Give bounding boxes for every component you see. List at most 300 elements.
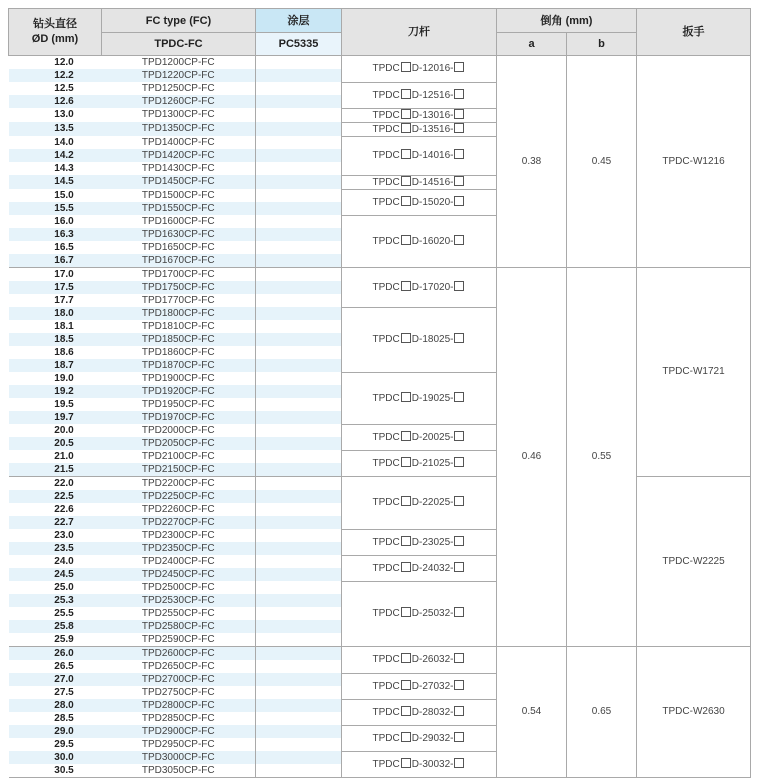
table-body	[9, 56, 751, 778]
placeholder-box-icon	[401, 536, 411, 546]
holder-suffix: D-20025-	[411, 431, 454, 443]
fc-code-cell: TPD2250CP-FC	[102, 490, 256, 503]
coating-cell	[256, 555, 342, 568]
placeholder-box-icon	[454, 149, 464, 159]
placeholder-box-icon	[454, 758, 464, 768]
holder-prefix: TPDC	[372, 392, 400, 404]
coating-cell	[256, 633, 342, 647]
holder-suffix: D-15020-	[411, 196, 454, 208]
holder-suffix: D-13016-	[411, 109, 454, 121]
placeholder-box-icon	[454, 680, 464, 690]
coating-cell	[256, 437, 342, 450]
diameter-cell: 26.0	[9, 647, 102, 661]
placeholder-box-icon	[454, 109, 464, 119]
diameter-cell: 19.0	[54, 372, 74, 384]
diameter-cell: 12.0	[9, 56, 102, 70]
coating-cell	[256, 411, 342, 424]
fc-code-cell: TPD2500CP-FC	[141, 581, 215, 593]
diameter-cell: 18.1	[54, 320, 74, 332]
holder-prefix: TPDC	[372, 176, 400, 188]
coating-cell	[256, 108, 342, 122]
header-fc-code: TPDC-FC	[102, 33, 256, 56]
chamfer-a-cell: 0.38	[497, 56, 567, 268]
wrench-cell: TPDC-W1721	[637, 268, 751, 477]
diameter-cell: 13.5	[9, 122, 102, 136]
placeholder-box-icon	[454, 536, 464, 546]
fc-code-cell: TPD1770CP-FC	[141, 294, 215, 306]
fc-code-cell: TPD1970CP-FC	[102, 411, 256, 424]
diameter-cell: 23.5	[9, 542, 102, 555]
holder-prefix: TPDC	[372, 562, 400, 574]
coating-cell	[256, 542, 342, 555]
diameter-cell: 17.0	[9, 268, 102, 282]
header-wrench: 扳手	[637, 9, 751, 56]
coating-cell	[256, 398, 342, 411]
holder-prefix: TPDC	[372, 758, 400, 770]
coating-cell	[256, 385, 342, 398]
fc-code-cell: TPD1420CP-FC	[102, 149, 256, 162]
holder-prefix: TPDC	[372, 281, 400, 293]
holder-cell	[342, 136, 497, 175]
holder-cell	[342, 725, 497, 751]
holder-cell	[342, 56, 497, 83]
fc-code-cell: TPD2150CP-FC	[102, 463, 256, 477]
coating-cell	[256, 463, 342, 477]
diameter-cell: 22.5	[9, 490, 102, 503]
wrench-cell: TPDC-W2225	[637, 477, 751, 647]
diameter-cell: 25.0	[54, 581, 74, 593]
placeholder-box-icon	[401, 732, 411, 742]
holder-suffix: D-28032-	[411, 706, 454, 718]
header-chamfer: 倒角 (mm)	[497, 9, 637, 33]
fc-code-cell: TPD1220CP-FC	[102, 69, 256, 82]
header-holder: 刀杆	[342, 9, 497, 56]
header-coating-code: PC5335	[256, 33, 342, 56]
wrench-cell: TPDC-W2630	[637, 647, 751, 778]
coating-cell	[256, 712, 342, 725]
fc-code-cell: TPD2650CP-FC	[141, 660, 215, 672]
table-header	[9, 9, 751, 56]
holder-cell	[342, 424, 497, 450]
fc-code-cell: TPD1350CP-FC	[102, 122, 256, 136]
holder-cell	[342, 647, 497, 674]
diameter-cell: 12.5	[54, 82, 74, 94]
fc-code-cell: TPD1670CP-FC	[102, 254, 256, 268]
fc-code-cell: TPD1650CP-FC	[141, 241, 215, 253]
placeholder-box-icon	[454, 562, 464, 572]
holder-suffix: D-14016-	[411, 150, 454, 161]
diameter-cell: 25.9	[54, 633, 74, 645]
fc-code-cell: TPD1300CP-FC	[141, 109, 215, 120]
coating-cell	[256, 149, 342, 162]
fc-code-cell: TPD1250CP-FC	[141, 82, 215, 94]
holder-prefix: TPDC	[372, 89, 400, 101]
chamfer-b-cell: 0.65	[567, 647, 637, 778]
coating-cell	[256, 346, 342, 359]
holder-suffix: D-18025-	[411, 334, 454, 345]
placeholder-box-icon	[454, 732, 464, 742]
fc-code-cell: TPD1900CP-FC	[141, 372, 215, 384]
fc-code-cell: TPD1750CP-FC	[102, 281, 256, 294]
diameter-cell: 25.3	[9, 594, 102, 607]
fc-code-cell: TPD2700CP-FC	[102, 673, 256, 686]
diameter-cell: 29.0	[9, 725, 102, 738]
fc-code-cell: TPD1500CP-FC	[141, 189, 215, 201]
placeholder-box-icon	[454, 235, 464, 245]
holder-suffix: D-22025-	[411, 497, 454, 509]
coating-cell	[256, 95, 342, 108]
coating-cell	[256, 660, 342, 673]
diameter-cell: 15.0	[54, 189, 74, 201]
diameter-cell: 30.0	[9, 751, 102, 764]
wrench-cell: TPDC-W1216	[637, 56, 751, 268]
table-row	[9, 268, 751, 282]
holder-prefix: TPDC	[372, 497, 400, 509]
placeholder-box-icon	[454, 62, 464, 72]
holder-suffix: D-12516-	[411, 89, 454, 101]
chamfer-a-cell: 0.54	[497, 647, 567, 778]
coating-cell	[256, 568, 342, 581]
holder-prefix: TPDC	[372, 150, 400, 161]
holder-cell	[342, 751, 497, 778]
fc-code-cell: TPD1860CP-FC	[141, 346, 215, 358]
fc-code-cell: TPD1700CP-FC	[102, 268, 256, 282]
diameter-cell: 14.0	[54, 136, 74, 148]
holder-cell	[342, 673, 497, 699]
coating-cell	[256, 686, 342, 699]
coating-cell	[256, 490, 342, 503]
coating-cell	[256, 254, 342, 268]
placeholder-box-icon	[401, 196, 411, 206]
fc-code-cell: TPD1200CP-FC	[102, 56, 256, 70]
holder-prefix: TPDC	[372, 63, 400, 75]
diameter-cell: 15.5	[9, 202, 102, 215]
holder-prefix: TPDC	[372, 654, 400, 666]
placeholder-box-icon	[401, 680, 411, 690]
coating-cell	[256, 82, 342, 95]
table-row	[9, 647, 751, 661]
fc-code-cell: TPD2850CP-FC	[141, 712, 215, 724]
diameter-cell: 29.5	[54, 738, 74, 750]
placeholder-box-icon	[454, 392, 464, 402]
coating-cell	[256, 450, 342, 463]
coating-cell	[256, 594, 342, 607]
fc-code-cell: TPD1550CP-FC	[102, 202, 256, 215]
diameter-cell: 25.5	[54, 607, 74, 619]
chamfer-b-cell: 0.45	[567, 56, 637, 268]
table-row	[9, 477, 751, 491]
coating-cell	[256, 162, 342, 175]
diameter-cell: 21.5	[9, 463, 102, 477]
holder-cell	[342, 215, 497, 268]
diameter-cell: 28.0	[9, 699, 102, 712]
holder-cell	[342, 268, 497, 308]
holder-prefix: TPDC	[372, 235, 400, 247]
fc-code-cell: TPD2590CP-FC	[141, 633, 215, 645]
placeholder-box-icon	[454, 333, 464, 343]
placeholder-box-icon	[454, 607, 464, 617]
placeholder-box-icon	[454, 196, 464, 206]
coating-cell	[256, 372, 342, 385]
fc-code-cell: TPD1850CP-FC	[102, 333, 256, 346]
coating-cell	[256, 607, 342, 620]
placeholder-box-icon	[401, 392, 411, 402]
diameter-cell: 25.8	[9, 620, 102, 633]
coating-cell	[256, 620, 342, 633]
fc-code-cell: TPD1430CP-FC	[141, 162, 215, 174]
fc-code-cell: TPD1800CP-FC	[102, 307, 256, 320]
holder-cell	[342, 175, 497, 189]
diameter-cell: 22.7	[9, 516, 102, 529]
coating-cell	[256, 359, 342, 372]
coating-cell	[256, 673, 342, 686]
placeholder-box-icon	[454, 653, 464, 663]
diameter-cell: 20.5	[9, 437, 102, 450]
placeholder-box-icon	[401, 149, 411, 159]
coating-cell	[256, 477, 342, 491]
fc-code-cell: TPD2450CP-FC	[102, 568, 256, 581]
holder-suffix: D-16020-	[411, 235, 454, 247]
diameter-cell: 20.0	[54, 424, 74, 436]
diameter-cell: 13.0	[54, 109, 74, 120]
fc-code-cell: TPD2300CP-FC	[141, 529, 215, 541]
holder-cell	[342, 189, 497, 215]
diameter-cell: 19.7	[9, 411, 102, 424]
holder-prefix: TPDC	[372, 457, 400, 469]
diameter-cell: 16.7	[9, 254, 102, 268]
holder-suffix: D-30032-	[411, 758, 454, 770]
coating-cell	[256, 228, 342, 241]
holder-prefix: TPDC	[372, 706, 400, 718]
fc-code-cell: TPD1260CP-FC	[102, 95, 256, 108]
fc-code-cell: TPD2270CP-FC	[102, 516, 256, 529]
fc-code-cell: TPD1920CP-FC	[102, 385, 256, 398]
placeholder-box-icon	[454, 431, 464, 441]
holder-suffix: D-26032-	[411, 654, 454, 666]
fc-code-cell: TPD2550CP-FC	[141, 607, 215, 619]
coating-cell	[256, 56, 342, 70]
coating-cell	[256, 516, 342, 529]
placeholder-box-icon	[401, 176, 411, 186]
diameter-cell: 18.7	[9, 359, 102, 372]
diameter-cell: 17.7	[54, 294, 74, 306]
holder-cell	[342, 529, 497, 555]
coating-cell	[256, 333, 342, 346]
diameter-cell: 16.0	[54, 215, 74, 227]
diameter-cell: 24.5	[9, 568, 102, 581]
holder-prefix: TPDC	[372, 334, 400, 345]
holder-suffix: D-19025-	[411, 392, 454, 404]
holder-prefix: TPDC	[372, 109, 400, 121]
coating-cell	[256, 725, 342, 738]
coating-cell	[256, 175, 342, 189]
placeholder-box-icon	[454, 706, 464, 716]
coating-cell	[256, 307, 342, 320]
fc-code-cell: TPD2260CP-FC	[141, 503, 215, 515]
holder-suffix: D-12016-	[411, 63, 454, 75]
coating-cell	[256, 764, 342, 778]
placeholder-box-icon	[454, 281, 464, 291]
coating-cell	[256, 320, 342, 333]
diameter-cell: 27.0	[9, 673, 102, 686]
fc-code-cell: TPD2580CP-FC	[102, 620, 256, 633]
holder-suffix: D-21025-	[411, 457, 454, 469]
chamfer-a-cell: 0.46	[497, 268, 567, 647]
diameter-cell: 12.6	[9, 95, 102, 108]
fc-code-cell: TPD2200CP-FC	[102, 477, 256, 491]
holder-cell	[342, 477, 497, 530]
diameter-cell: 17.5	[9, 281, 102, 294]
diameter-cell: 14.3	[54, 162, 74, 174]
placeholder-box-icon	[401, 109, 411, 119]
fc-code-cell: TPD2600CP-FC	[102, 647, 256, 661]
coating-cell	[256, 581, 342, 594]
diameter-cell: 18.6	[54, 346, 74, 358]
coating-cell	[256, 503, 342, 516]
holder-cell	[342, 699, 497, 725]
placeholder-box-icon	[454, 123, 464, 133]
coating-cell	[256, 215, 342, 228]
fc-code-cell: TPD2750CP-FC	[141, 686, 215, 698]
table-row	[9, 56, 751, 70]
coating-cell	[256, 699, 342, 712]
coating-cell	[256, 281, 342, 294]
diameter-cell: 16.3	[9, 228, 102, 241]
diameter-cell: 26.5	[54, 660, 74, 672]
chamfer-b-cell: 0.55	[567, 268, 637, 647]
diameter-cell: 24.0	[54, 555, 74, 567]
diameter-cell: 22.6	[54, 503, 74, 515]
diameter-cell: 21.0	[54, 450, 74, 462]
coating-cell	[256, 738, 342, 751]
coating-cell	[256, 529, 342, 542]
header-coating: 涂层	[256, 9, 342, 33]
placeholder-box-icon	[401, 457, 411, 467]
fc-code-cell: TPD3050CP-FC	[102, 764, 256, 778]
holder-suffix: D-14516-	[411, 176, 454, 188]
fc-code-cell: TPD2800CP-FC	[102, 699, 256, 712]
header-diameter: 钻头直径 ØD (mm)	[9, 9, 102, 56]
coating-cell	[256, 424, 342, 437]
placeholder-box-icon	[401, 706, 411, 716]
diameter-cell: 27.5	[54, 686, 74, 698]
fc-code-cell: TPD1870CP-FC	[102, 359, 256, 372]
holder-cell	[342, 581, 497, 647]
diameter-cell: 30.5	[9, 764, 102, 778]
holder-suffix: D-25032-	[411, 608, 454, 620]
header-fc-type: FC type (FC)	[102, 9, 256, 33]
fc-code-cell: TPD2900CP-FC	[102, 725, 256, 738]
fc-code-cell: TPD3000CP-FC	[102, 751, 256, 764]
fc-code-cell: TPD1810CP-FC	[141, 320, 215, 332]
fc-code-cell: TPD2400CP-FC	[141, 555, 215, 567]
placeholder-box-icon	[401, 496, 411, 506]
holder-prefix: TPDC	[372, 196, 400, 208]
header-chamfer-a: a	[497, 33, 567, 56]
fc-code-cell: TPD2050CP-FC	[102, 437, 256, 450]
holder-cell	[342, 82, 497, 108]
drill-spec-table	[8, 8, 751, 778]
placeholder-box-icon	[401, 431, 411, 441]
holder-suffix: D-13516-	[411, 123, 454, 135]
placeholder-box-icon	[401, 333, 411, 343]
holder-cell	[342, 108, 497, 122]
coating-cell	[256, 136, 342, 149]
holder-prefix: TPDC	[372, 431, 400, 443]
placeholder-box-icon	[454, 176, 464, 186]
holder-suffix: D-27032-	[411, 680, 454, 692]
holder-prefix: TPDC	[372, 536, 400, 548]
fc-code-cell: TPD1950CP-FC	[141, 398, 215, 410]
placeholder-box-icon	[454, 89, 464, 99]
fc-code-cell: TPD1400CP-FC	[141, 136, 215, 148]
placeholder-box-icon	[401, 89, 411, 99]
holder-suffix: D-17020-	[411, 281, 454, 293]
coating-cell	[256, 202, 342, 215]
placeholder-box-icon	[401, 653, 411, 663]
coating-cell	[256, 69, 342, 82]
coating-cell	[256, 241, 342, 254]
placeholder-box-icon	[401, 281, 411, 291]
fc-code-cell: TPD2530CP-FC	[102, 594, 256, 607]
diameter-cell: 18.0	[9, 307, 102, 320]
diameter-cell: 23.0	[54, 529, 74, 541]
placeholder-box-icon	[401, 235, 411, 245]
diameter-cell: 22.0	[9, 477, 102, 491]
holder-suffix: D-23025-	[411, 536, 454, 548]
header-chamfer-b: b	[567, 33, 637, 56]
fc-code-cell: TPD2000CP-FC	[141, 424, 215, 436]
placeholder-box-icon	[401, 562, 411, 572]
holder-prefix: TPDC	[372, 608, 400, 620]
holder-cell	[342, 450, 497, 477]
holder-cell	[342, 122, 497, 136]
holder-suffix: D-24032-	[411, 562, 454, 574]
diameter-cell: 14.5	[9, 175, 102, 189]
fc-code-cell: TPD1600CP-FC	[141, 215, 215, 227]
placeholder-box-icon	[401, 607, 411, 617]
fc-code-cell: TPD2350CP-FC	[102, 542, 256, 555]
diameter-cell: 16.5	[54, 241, 74, 253]
holder-cell	[342, 307, 497, 372]
holder-prefix: TPDC	[372, 732, 400, 744]
coating-cell	[256, 647, 342, 661]
fc-code-cell: TPD1450CP-FC	[102, 175, 256, 189]
placeholder-box-icon	[401, 62, 411, 72]
placeholder-box-icon	[454, 496, 464, 506]
fc-code-cell: TPD2100CP-FC	[141, 450, 215, 462]
diameter-cell: 18.5	[9, 333, 102, 346]
holder-suffix: D-29032-	[411, 732, 454, 744]
placeholder-box-icon	[401, 123, 411, 133]
placeholder-box-icon	[401, 758, 411, 768]
holder-cell	[342, 372, 497, 424]
holder-prefix: TPDC	[372, 123, 400, 135]
fc-code-cell: TPD2950CP-FC	[141, 738, 215, 750]
fc-code-cell: TPD1630CP-FC	[102, 228, 256, 241]
diameter-cell: 14.2	[9, 149, 102, 162]
diameter-cell: 12.2	[9, 69, 102, 82]
diameter-cell: 19.5	[54, 398, 74, 410]
holder-prefix: TPDC	[372, 680, 400, 692]
diameter-cell: 19.2	[9, 385, 102, 398]
diameter-cell: 28.5	[54, 712, 74, 724]
coating-cell	[256, 122, 342, 136]
coating-cell	[256, 189, 342, 202]
coating-cell	[256, 751, 342, 764]
placeholder-box-icon	[454, 457, 464, 467]
coating-cell	[256, 268, 342, 282]
